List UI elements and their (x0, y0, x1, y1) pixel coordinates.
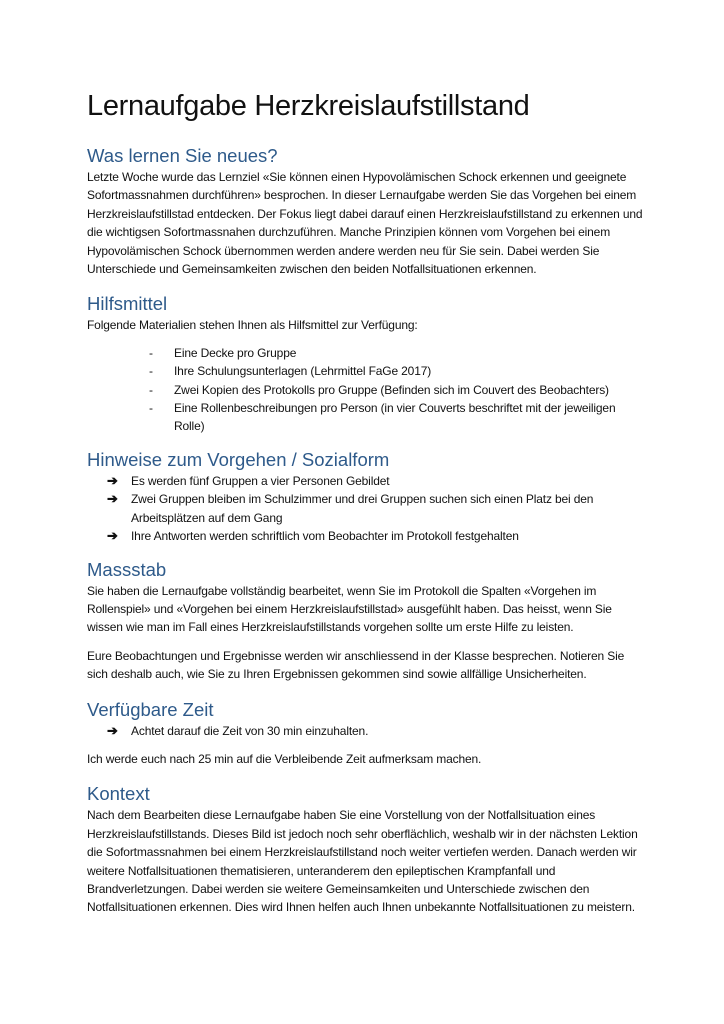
arrow-right-icon: ➔ (107, 528, 118, 544)
dash-bullet: - (149, 364, 153, 379)
arrow-right-icon: ➔ (107, 491, 118, 507)
zeit-list (87, 722, 647, 740)
heading-kontext: Kontext (87, 783, 150, 805)
document-title: Lernaufgabe Herzkreislaufstillstand (87, 90, 530, 122)
dash-bullet: - (149, 345, 153, 360)
dash-bullet: - (149, 382, 153, 397)
heading-massstab: Massstab (87, 558, 167, 580)
hilfsmittel-list (87, 344, 647, 436)
paragraph-was-lernen: Letzte Woche wurde das Lernziel «Sie können einen Hypovolämischen Schock erkennen und geeignete Sofortmassnahmen durchführen» besprochen. In dieser Lernaufgabe werden Sie das Vorgehen bei einem Herzkreislaufstillstad entdecken. Der Fokus liegt dabei darauf einen Herzkreislaufstillstand zu erkennen und die wichtigsen Sofortmassnahen durchzuführen. Manche Prinzipien können vom Vorgehen bei einem Hypovolämischen Schock übernommen werden andere werden neu für Sie sein. Dabei werden Sie Unterschiede und Gemeinsamkeiten zwischen den beiden Notfallsituationen erkennen. (87, 170, 643, 277)
arrow-right-icon: ➔ (107, 472, 118, 488)
list-item: ➔ Achtet darauf die Zeit von 30 min einzuhalten. (87, 722, 647, 740)
hinweise-list (87, 472, 647, 546)
paragraph-massstab-2: Eure Beobachtungen und Ergebnisse werden wir anschliessend in der Klasse besprechen. Notieren Sie sich deshalb auch, wie Sie zu Ihren Ergebnissen gekommen sind sowie allfällige Unsicherheiten. (87, 648, 625, 682)
list-item: ➔ Es werden fünf Gruppen a vier Personen Gebildet (87, 472, 647, 490)
list-item: - Eine Rollenbeschreibungen pro Person (in vier Couverts beschriftet mit der jeweiligen Rolle) (149, 401, 616, 434)
list-item: - Zwei Kopien des Protokolls pro Gruppe (Befinden sich im Couvert des Beobachters) (87, 381, 647, 399)
paragraph-hilfsmittel-intro: Folgende Materialien stehen Ihnen als Hilfsmittel zur Verfügung: (87, 318, 418, 333)
list-item: ➔ Ihre Antworten werden schriftlich vom Beobachter im Protokoll festgehalten (87, 527, 647, 545)
dash-bullet: - (149, 401, 153, 416)
list-item: - Ihre Schulungsunterlagen (Lehrmittel FaGe 2017) (87, 362, 647, 380)
document-page (87, 88, 647, 917)
heading-hinweise: Hinweise zum Vorgehen / Sozialform (87, 448, 390, 470)
heading-was-lernen: Was lernen Sie neues? (87, 145, 278, 166)
heading-hilfsmittel: Hilfsmittel (87, 293, 168, 315)
heading-verfuegbare-zeit: Verfügbare Zeit (87, 698, 214, 720)
paragraph-kontext: Nach dem Bearbeiten diese Lernaufgabe haben Sie eine Vorstellung von der Notfallsituation eines Herzkreislaufstillstands. Dieses Bild ist jedoch noch sehr oberflächlich, weshalb wir in der nächsten Lektion die Sofortmassnahmen bei einem Herzkreislaufstillstand noch weiter vertiefen werden. Danach werden wir weitere Notfallsituationen thematisieren, unteranderem den epileptischen Krampfanfall und Brandverletzungen. Dabei werden sie weitere Gemeinsamkeiten und Unterschiede zwischen den Notfallsituationen erkennen. Dies wird Ihnen helfen auch Ihnen unbekannte Notfallsituationen zu meistern. (87, 808, 638, 915)
list-item: ➔ Zwei Gruppen bleiben im Schulzimmer und drei Gruppen suchen sich einen Platz bei den Arbeitsplätzen auf dem Gang (107, 491, 594, 525)
paragraph-massstab-1: Sie haben die Lernaufgabe vollständig bearbeitet, wenn Sie im Protokoll die Spalten «Vorgehen im Rollenspiel» und «Vorgehen bei einem Herzkreislaufstillstad» ausgefühlt haben. Das heisst, wenn Sie wissen wie man im Fall eines Herzkreislaufstillstands vorgehen sollte um erste Hilfe zu leisten. (87, 583, 612, 635)
paragraph-zeit: Ich werde euch nach 25 min auf die Verbleibende Zeit aufmerksam machen. (87, 751, 482, 766)
list-item: - Eine Decke pro Gruppe (87, 344, 647, 362)
arrow-right-icon: ➔ (107, 722, 118, 738)
